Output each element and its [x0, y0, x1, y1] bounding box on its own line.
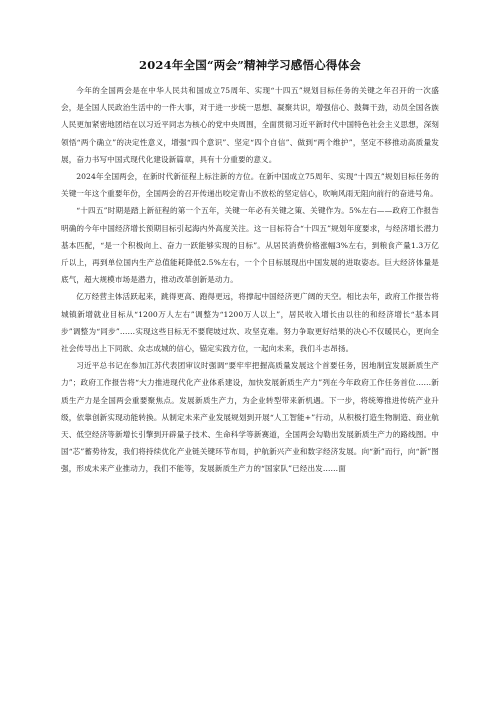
paragraph-4: 亿万经营主体活跃起来，跳得更高、跑得更远，将撑起中国经济更广阔的天空。相比去年，政府工作报告将城镇新增就业目标从“1200万人左右”调整为“1200万人以上”，居民收入增长由以往的和经济增长“基本同步”调整为“同步”……实现这些目标无不要爬坡过坎、攻坚克难。努力争取更好结果的决心不仅暖民心，更向全社会传导出上下同欲、众志成城的信心，锚定实践方位，一起向未来，我们斗志昂扬。 — [61, 292, 439, 354]
paragraph-2: 2024年全国两会，在新时代新征程上标注新的方位。在新中国成立75周年、实现“十四五”规划目标任务的关键一年这个重要年份，全国两会的召开传递出咬定青山不放松的坚定信心，吹响风雨无阻向前行的奋进号角。 — [61, 172, 439, 199]
paragraph-1: 今年的全国两会是在中华人民共和国成立75周年、实现“十四五”规划目标任务的关键之年召开的一次盛会，是全国人民政治生活中的一件大事，对于进一步统一思想、凝聚共识，增强信心、鼓舞干劲，动员全国各族人民更加紧密地团结在以习近平同志为核心的党中央周围，全面贯彻习近平新时代中国特色社会主义思想，深刻领悟“两个确立”的决定性意义，增强“四个意识”、坚定“四个自信”、做到“两个维护”，坚定不移推动高质量发展，奋力书写中国式现代化建设新篇章，具有十分重要的意义。 — [61, 86, 439, 164]
document-body — [61, 82, 439, 478]
paragraph-5: 习近平总书记在参加江苏代表团审议时强调“要牢牢把握高质量发展这个首要任务，因地制宜发展新质生产力”；政府工作报告将“大力推进现代化产业体系建设，加快发展新质生产力”列在今年政府工作任务首位……新质生产力是全国两会重要聚焦点。发展新质生产力，为企业转型带来新机遇。下一步，将统筹推进传统产业升级，依靠创新实现动能转换。从制定未来产业发展规划到开展“人工智能+”行动，从积极打造生物制造、商业航天、低空经济等新增长引擎到开辟量子技术、生命科学等新赛道，全国两会勾勒出发展新质生产力的路线图。中国“芯”蓄势待发，我们将持续优化产业链关键环节布局，护航新兴产业和数字经济发展。向“新”而行，向“新”图强，形成未来产业推动力，我们不能等，发展新质生产力的“国家队”已经出发……面 — [61, 361, 439, 474]
paragraph-3: “十四五”时期是踏上新征程的第一个五年，关键一年必有关键之策、关键作为。5%左右——政府工作报告明确的今年中国经济增长预期目标引起海内外高度关注。这一目标符合“十四五”规划年度要求，与经济增长潜力基本匹配，“是一个积极向上、奋力一跃能够实现的目标”。从居民消费价格涨幅3%左右，到粮食产量1.3万亿斤以上，再到单位国内生产总值能耗降低2.5%左右，一个个目标展现出中国发展的进取姿态。巨大经济体量是底气，超大规模市场是潜力，推动改革创新是动力。 — [61, 206, 439, 285]
document-title: 2024年全国“两会”精神学习感悟心得体会 — [139, 58, 361, 72]
